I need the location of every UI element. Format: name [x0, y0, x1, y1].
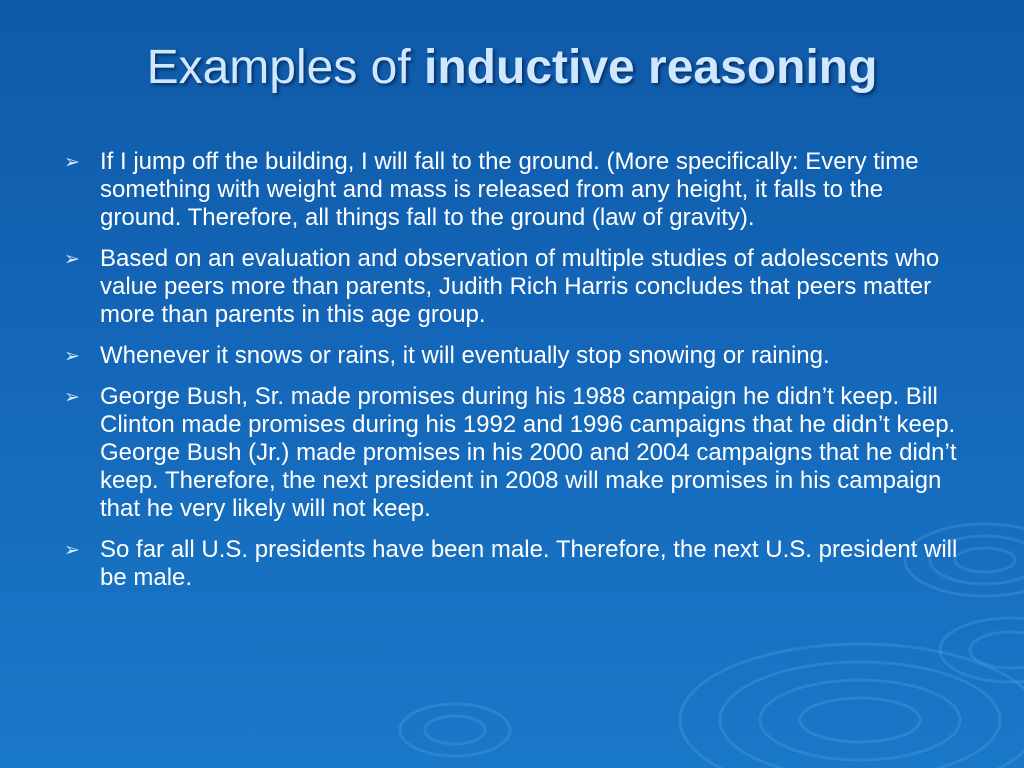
arrow-bullet-icon: ➢	[64, 249, 80, 270]
title-regular-text: Examples of	[146, 41, 425, 94]
arrow-bullet-icon: ➢	[64, 346, 80, 367]
slide-title	[0, 38, 1024, 98]
arrow-bullet-icon: ➢	[64, 387, 80, 408]
bullet-text: If I jump off the building, I will fall to the ground. (More specifically: Every time something with weight and mass is released from any height, it falls to the ground. Therefore, all things fall to the ground (law of gravity).	[100, 148, 919, 231]
bullet-item-gravity	[62, 148, 970, 232]
bullet-text: So far all U.S. presidents have been male. Therefore, the next U.S. president will be male.	[100, 536, 958, 591]
arrow-bullet-icon: ➢	[64, 152, 80, 173]
title-bold-text: inductive reasoning	[424, 41, 878, 94]
bullet-item-presidents	[62, 536, 970, 592]
bullet-item-peers	[62, 245, 970, 329]
bullet-text: Whenever it snows or rains, it will eventually stop snowing or raining.	[100, 342, 830, 369]
bullet-item-weather	[62, 342, 970, 370]
bullet-text: George Bush, Sr. made promises during his 1988 campaign he didn’t keep. Bill Clinton made promises during his 1992 and 1996 campaigns that he didn’t keep. George Bush (Jr.) made promises in his 2000 and 2004 campaigns that he didn’t keep. Therefore, the next president in 2008 will make promises in his campaign that he very likely will not keep.	[100, 383, 957, 522]
bullet-item-campaigns	[62, 383, 970, 523]
bullet-list	[62, 148, 970, 605]
arrow-bullet-icon: ➢	[64, 540, 80, 561]
bullet-text: Based on an evaluation and observation of multiple studies of adolescents who value peers more than parents, Judith Rich Harris concludes that peers matter more than parents in this age group.	[100, 245, 940, 328]
